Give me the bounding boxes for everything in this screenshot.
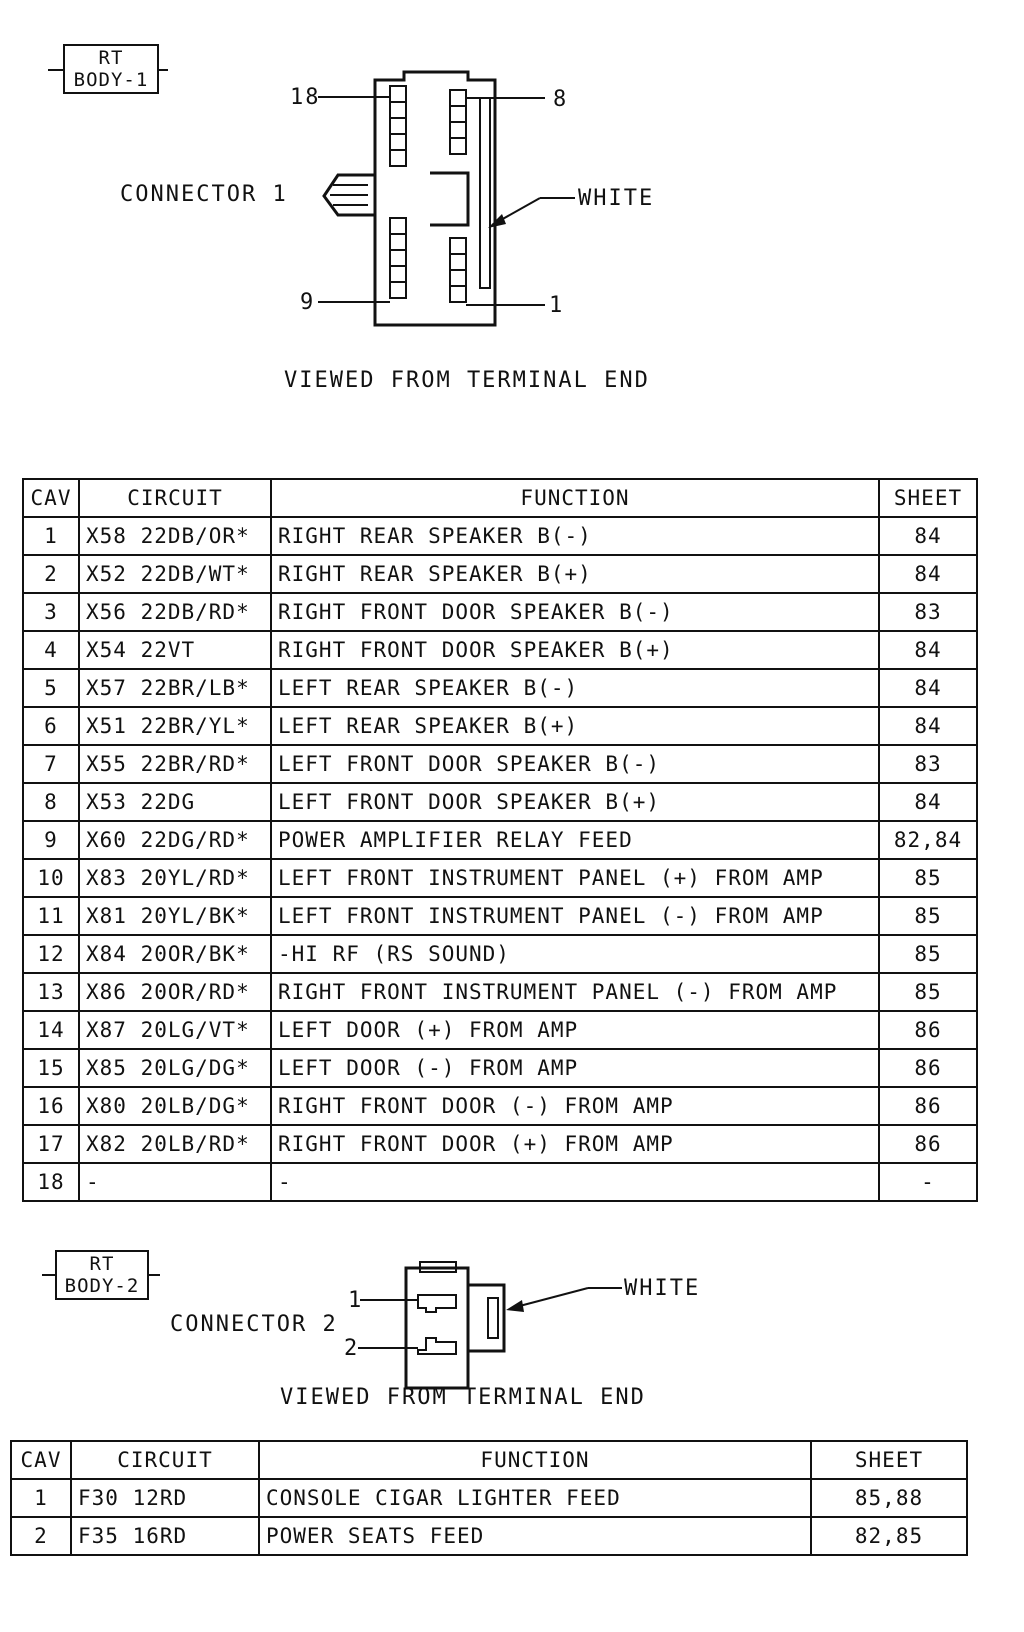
cell-sheet: -: [879, 1163, 977, 1201]
cell-circuit: X52 22DB/WT*: [79, 555, 271, 593]
cell-function: RIGHT REAR SPEAKER B(+): [271, 555, 879, 593]
cell-sheet: 86: [879, 1125, 977, 1163]
connector2-name: CONNECTOR 2: [170, 1312, 338, 1337]
cell-sheet: 86: [879, 1087, 977, 1125]
table-row: [23, 1163, 977, 1201]
pin-label-18: 18: [290, 85, 321, 110]
cell-cav: 2: [11, 1517, 71, 1555]
table-row: [23, 973, 977, 1011]
header-cav: CAV: [23, 479, 79, 517]
cell-circuit: X85 20LG/DG*: [79, 1049, 271, 1087]
table-header-row: [23, 479, 977, 517]
header-function: FUNCTION: [271, 479, 879, 517]
cell-cav: 15: [23, 1049, 79, 1087]
cell-sheet: 85,88: [811, 1479, 967, 1517]
cell-circuit: X60 22DG/RD*: [79, 821, 271, 859]
cell-function: LEFT FRONT INSTRUMENT PANEL (-) FROM AMP: [271, 897, 879, 935]
connector2-view-caption: VIEWED FROM TERMINAL END: [280, 1385, 646, 1410]
cell-sheet: 82,84: [879, 821, 977, 859]
cell-function: POWER AMPLIFIER RELAY FEED: [271, 821, 879, 859]
cell-sheet: 83: [879, 745, 977, 783]
cell-circuit: X81 20YL/BK*: [79, 897, 271, 935]
cell-sheet: 84: [879, 631, 977, 669]
cell-circuit: -: [79, 1163, 271, 1201]
table-row: [23, 707, 977, 745]
cell-circuit: X55 22BR/RD*: [79, 745, 271, 783]
table-row: [23, 555, 977, 593]
table-row: [23, 1049, 977, 1087]
cell-circuit: X58 22DB/OR*: [79, 517, 271, 555]
cell-cav: 14: [23, 1011, 79, 1049]
connector2-pin-label-1: 1: [348, 1288, 364, 1313]
table-row: [11, 1479, 967, 1517]
cell-function: RIGHT REAR SPEAKER B(-): [271, 517, 879, 555]
cell-function: RIGHT FRONT DOOR (-) FROM AMP: [271, 1087, 879, 1125]
table-row: [23, 1125, 977, 1163]
connector2-tag-line2: BODY-2: [64, 1275, 140, 1297]
cell-cav: 4: [23, 631, 79, 669]
cell-function: -HI RF (RS SOUND): [271, 935, 879, 973]
cell-sheet: 84: [879, 669, 977, 707]
cell-sheet: 84: [879, 517, 977, 555]
table-row: [23, 935, 977, 973]
table-row: [23, 859, 977, 897]
cell-sheet: 85: [879, 859, 977, 897]
connector1-tag-line2: BODY-1: [73, 69, 149, 91]
header-cav: CAV: [11, 1441, 71, 1479]
table-row: [23, 593, 977, 631]
table-header-row: [11, 1441, 967, 1479]
header-circuit: CIRCUIT: [79, 479, 271, 517]
cell-circuit: X80 20LB/DG*: [79, 1087, 271, 1125]
cell-circuit: X56 22DB/RD*: [79, 593, 271, 631]
table-row: [11, 1517, 967, 1555]
cell-function: LEFT FRONT INSTRUMENT PANEL (+) FROM AMP: [271, 859, 879, 897]
pin-label-1: 1: [549, 293, 565, 318]
cell-function: -: [271, 1163, 879, 1201]
cell-sheet: 86: [879, 1049, 977, 1087]
cell-sheet: 85: [879, 897, 977, 935]
cell-function: RIGHT FRONT DOOR SPEAKER B(-): [271, 593, 879, 631]
cell-cav: 13: [23, 973, 79, 1011]
cell-sheet: 83: [879, 593, 977, 631]
connector1-view-caption: VIEWED FROM TERMINAL END: [284, 368, 650, 393]
cell-cav: 16: [23, 1087, 79, 1125]
pin-label-9: 9: [300, 290, 316, 315]
cell-sheet: 86: [879, 1011, 977, 1049]
cell-cav: 18: [23, 1163, 79, 1201]
header-function: FUNCTION: [259, 1441, 811, 1479]
cell-circuit: X57 22BR/LB*: [79, 669, 271, 707]
cell-function: CONSOLE CIGAR LIGHTER FEED: [259, 1479, 811, 1517]
cell-function: RIGHT FRONT DOOR (+) FROM AMP: [271, 1125, 879, 1163]
cell-cav: 8: [23, 783, 79, 821]
cell-cav: 2: [23, 555, 79, 593]
table-row: [23, 669, 977, 707]
cell-circuit: F30 12RD: [71, 1479, 259, 1517]
cell-function: RIGHT FRONT INSTRUMENT PANEL (-) FROM AMP: [271, 973, 879, 1011]
cell-cav: 5: [23, 669, 79, 707]
cell-sheet: 85: [879, 935, 977, 973]
connector2-pinout-table: [10, 1440, 968, 1556]
cell-sheet: 84: [879, 555, 977, 593]
cell-cav: 6: [23, 707, 79, 745]
cell-function: LEFT DOOR (-) FROM AMP: [271, 1049, 879, 1087]
cell-function: LEFT FRONT DOOR SPEAKER B(+): [271, 783, 879, 821]
cell-sheet: 84: [879, 783, 977, 821]
cell-circuit: X84 20OR/BK*: [79, 935, 271, 973]
cell-circuit: X87 20LG/VT*: [79, 1011, 271, 1049]
table-row: [23, 517, 977, 555]
connector1-color-callout: WHITE: [578, 186, 655, 211]
cell-sheet: 85: [879, 973, 977, 1011]
connector1-tag-line1: RT: [98, 47, 124, 69]
connector2-tag-line1: RT: [89, 1253, 115, 1275]
cell-circuit: X83 20YL/RD*: [79, 859, 271, 897]
connector1-name: CONNECTOR 1: [120, 182, 288, 207]
table-row: [23, 631, 977, 669]
cell-cav: 1: [23, 517, 79, 555]
cell-cav: 11: [23, 897, 79, 935]
cell-cav: 17: [23, 1125, 79, 1163]
cell-cav: 1: [11, 1479, 71, 1517]
cell-cav: 7: [23, 745, 79, 783]
cell-function: LEFT REAR SPEAKER B(-): [271, 669, 879, 707]
cell-function: RIGHT FRONT DOOR SPEAKER B(+): [271, 631, 879, 669]
cell-cav: 3: [23, 593, 79, 631]
cell-cav: 10: [23, 859, 79, 897]
table-row: [23, 1087, 977, 1125]
connector2-color-callout: WHITE: [624, 1276, 701, 1301]
connector1-drawing: [0, 0, 1024, 420]
cell-cav: 9: [23, 821, 79, 859]
cell-function: LEFT FRONT DOOR SPEAKER B(-): [271, 745, 879, 783]
connector1-pinout-table: [22, 478, 978, 1202]
cell-function: POWER SEATS FEED: [259, 1517, 811, 1555]
cell-circuit: X51 22BR/YL*: [79, 707, 271, 745]
table-row: [23, 1011, 977, 1049]
cell-sheet: 84: [879, 707, 977, 745]
cell-function: LEFT REAR SPEAKER B(+): [271, 707, 879, 745]
cell-sheet: 82,85: [811, 1517, 967, 1555]
table-row: [23, 745, 977, 783]
cell-circuit: X82 20LB/RD*: [79, 1125, 271, 1163]
header-sheet: SHEET: [811, 1441, 967, 1479]
table-row: [23, 897, 977, 935]
header-sheet: SHEET: [879, 479, 977, 517]
cell-cav: 12: [23, 935, 79, 973]
cell-function: LEFT DOOR (+) FROM AMP: [271, 1011, 879, 1049]
connector2-pin-label-2: 2: [344, 1336, 360, 1361]
header-circuit: CIRCUIT: [71, 1441, 259, 1479]
table-row: [23, 821, 977, 859]
cell-circuit: X53 22DG: [79, 783, 271, 821]
pin-label-8: 8: [553, 87, 569, 112]
cell-circuit: X86 20OR/RD*: [79, 973, 271, 1011]
table-row: [23, 783, 977, 821]
cell-circuit: F35 16RD: [71, 1517, 259, 1555]
cell-circuit: X54 22VT: [79, 631, 271, 669]
